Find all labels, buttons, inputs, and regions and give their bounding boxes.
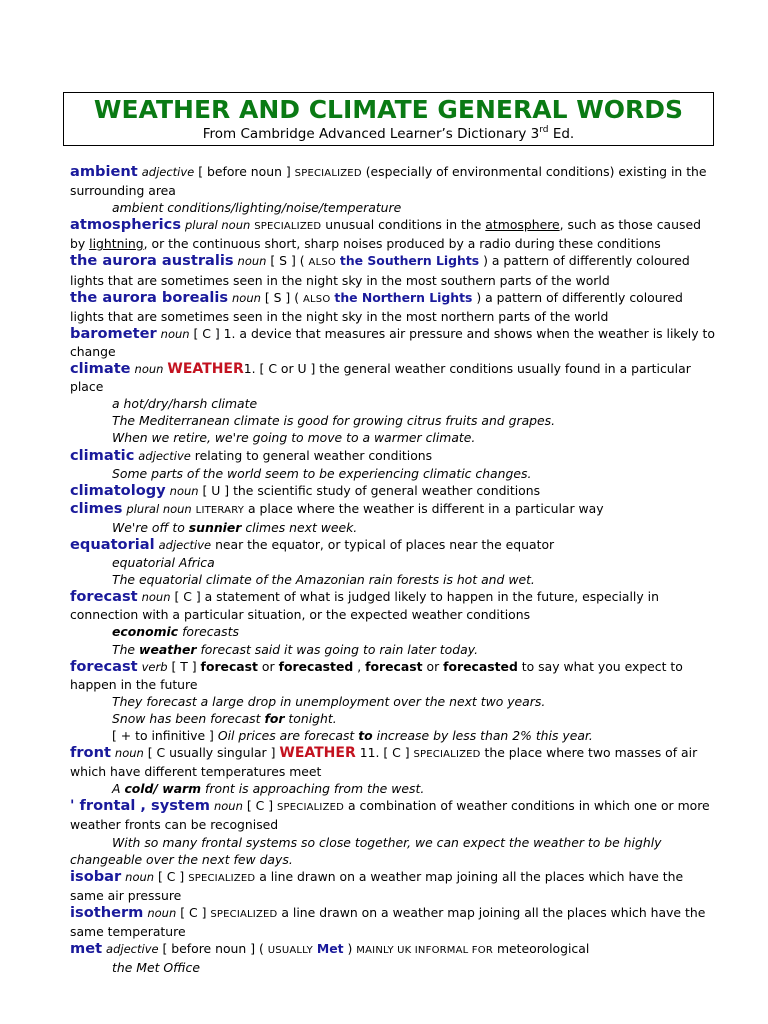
page-subtitle: [64, 126, 713, 143]
usage-label: SPECIALIZED: [254, 221, 322, 233]
definition: , or the continuous short, sharp noises produced by a radio during these conditions: [143, 236, 661, 252]
entry-front: [70, 744, 720, 780]
part-of-speech: noun: [169, 483, 199, 498]
inflection: forecast: [365, 658, 423, 674]
inflection: forecast: [200, 658, 258, 674]
example: The equatorial climate of the Amazonian rain forests is hot and wet.: [112, 572, 535, 588]
example: They forecast a large drop in unemployment over the next two years.: [112, 693, 546, 709]
headword: forecast: [70, 657, 138, 675]
definition: ) a pattern of differently coloured lights that are sometimes seen in the night sky in the most northern parts of the world: [70, 289, 683, 324]
headword: climatic: [70, 446, 135, 464]
grammar-code: [ S ] (: [264, 289, 300, 305]
usage-label: MAINLY UK INFORMAL FOR: [356, 945, 493, 957]
part-of-speech: adjective: [141, 165, 195, 179]
subtitle-text: From Cambridge Advanced Learner’s Dictionary 3: [202, 126, 540, 142]
definition: relating to general weather conditions: [194, 447, 433, 463]
grammar-code: [ C usually singular ]: [147, 745, 276, 761]
grammar-code: [ S ] (: [270, 253, 305, 269]
cross-reference[interactable]: the Northern Lights: [334, 289, 473, 305]
grammar-code: [ T ]: [171, 658, 197, 674]
headword: the aurora australis: [70, 252, 234, 270]
example: the Met Office: [112, 960, 200, 976]
example-highlight: cold/ warm: [124, 781, 202, 797]
example-text: The: [112, 641, 136, 657]
headword: climatology: [70, 481, 166, 499]
usage-label: SPECIALIZED: [294, 168, 362, 179]
word-link[interactable]: lightning: [89, 236, 144, 252]
definition: 1. [ C or U ] the general weather conditions usually found in a particular place: [70, 361, 691, 395]
inflection-or: or: [261, 658, 275, 674]
entry-climate: [70, 360, 720, 395]
example: a hot/dry/harsh climate: [112, 396, 258, 412]
entry-isobar: [70, 868, 720, 904]
example-highlight: weather: [139, 641, 197, 657]
part-of-speech: noun: [160, 326, 190, 341]
example: [70, 727, 720, 744]
part-of-speech: noun: [147, 905, 177, 920]
definition: [ C ] 1. a device that measures air pressure and shows when the weather is likely to change: [70, 325, 715, 359]
guide-word: WEATHER: [167, 361, 244, 378]
part-of-speech: noun: [125, 869, 155, 884]
example: Some parts of the world seem to be experiencing climatic changes.: [112, 465, 532, 481]
entry-frontal-system: [70, 797, 720, 833]
entry-climes: [70, 500, 720, 519]
part-of-speech: plural noun: [126, 501, 192, 516]
example-highlight: sunnier: [188, 519, 242, 535]
sense-number: 11. [ C ]: [359, 745, 410, 761]
headword: isobar: [70, 867, 122, 885]
entry-equatorial: [70, 536, 720, 554]
headword: atmospherics: [70, 216, 182, 234]
example-highlight: economic: [112, 624, 179, 640]
grammar-code: [ C ]: [180, 904, 207, 920]
part-of-speech: noun: [114, 746, 144, 761]
example-text: climes next week.: [245, 519, 358, 535]
headword: ambient: [70, 163, 138, 180]
definition: a line drawn on a weather map joining all the places which have the same air pressure: [70, 868, 684, 903]
entry-climatic: [70, 447, 720, 465]
title-box: [63, 92, 714, 146]
cross-reference[interactable]: Met: [316, 941, 344, 957]
example-text: tonight.: [288, 710, 337, 726]
headword: isotherm: [70, 903, 144, 921]
inflection-or: or: [426, 658, 440, 674]
headword: ' frontal , system: [70, 797, 211, 815]
usage-label: USUALLY: [267, 945, 313, 957]
example: [70, 641, 720, 658]
example-text: increase by less than 2% this year.: [376, 728, 593, 743]
part-of-speech: adjective: [106, 942, 159, 957]
entry-aurora-borealis: [70, 289, 720, 325]
example-highlight: for: [264, 710, 285, 726]
example-text: Snow has been forecast: [112, 710, 261, 726]
definition: ) a pattern of differently coloured lights that are sometimes seen in the night sky in the most southern parts of the world: [70, 253, 690, 288]
usage-label: SPECIALIZED: [413, 749, 481, 761]
example-text: forecast said it was going to rain later today.: [200, 641, 479, 657]
example-text: forecasts: [182, 624, 239, 640]
definition: [ U ] the scientific study of general weather conditions: [202, 482, 541, 498]
part-of-speech: verb: [141, 659, 168, 674]
entry-forecast-verb: [70, 658, 720, 693]
entry-barometer: [70, 325, 720, 360]
example-text: front is approaching from the west.: [205, 781, 425, 797]
headword: met: [70, 940, 103, 958]
headword: barometer: [70, 324, 157, 342]
example: equatorial Africa: [112, 555, 215, 571]
part-of-speech: plural noun: [184, 218, 251, 233]
definition: the place where two masses of air which have different temperatures meet: [70, 745, 698, 780]
entry-atmospherics: [70, 216, 720, 252]
subtitle-superscript: rd: [539, 125, 549, 135]
inflection: forecasted: [443, 658, 518, 674]
entry-ambient: [70, 163, 720, 199]
definition: to say what you expect to happen in the future: [70, 658, 683, 692]
inflection-separator: ,: [357, 658, 362, 674]
cross-reference[interactable]: the Southern Lights: [339, 253, 480, 269]
definition: (especially of environmental conditions) existing in the surrounding area: [70, 164, 707, 199]
definition: meteorological: [496, 941, 590, 957]
definition: a line drawn on a weather map joining all the places which have the same temperature: [70, 904, 706, 940]
part-of-speech: noun: [134, 362, 164, 377]
entry-aurora-australis: [70, 252, 720, 288]
part-of-speech: adjective: [138, 448, 191, 463]
entry-isotherm: [70, 904, 720, 940]
example: [70, 710, 720, 727]
usage-label: SPECIALIZED: [276, 802, 345, 814]
part-of-speech: noun: [232, 290, 261, 305]
example: [70, 519, 720, 536]
part-of-speech: adjective: [158, 537, 212, 552]
entry-forecast-noun: [70, 588, 720, 623]
usage-label: LITERARY: [195, 504, 245, 516]
entry-climatology: [70, 482, 720, 500]
definition: [ C ] a statement of what is judged likely to happen in the future, especially in connection with a particular situation, or the expected weather conditions: [70, 589, 659, 623]
headword: forecast: [70, 588, 138, 606]
headword: climes: [70, 499, 123, 517]
headword: the aurora borealis: [70, 288, 229, 306]
grammar-code: [ C ]: [158, 868, 185, 884]
guide-word: WEATHER: [279, 745, 356, 762]
usage-label: ALSO: [308, 257, 336, 269]
example: When we retire, we're going to move to a warmer climate.: [112, 430, 476, 446]
part-of-speech: noun: [213, 799, 243, 814]
example-text: We're off to: [112, 519, 185, 535]
example: [70, 623, 720, 640]
example: [70, 780, 720, 797]
definition: a place where the weather is different in a particular way: [247, 500, 604, 516]
grammar-code: [ before noun ]: [198, 164, 291, 179]
grammar-code: [ before noun ] (: [162, 941, 264, 957]
entry-list: [70, 163, 720, 976]
grammar-code: [ + to infinitive ]: [112, 728, 214, 743]
entry-met: [70, 940, 720, 959]
page-title: WEATHER AND CLIMATE GENERAL WORDS: [93, 95, 684, 124]
example: The Mediterranean climate is good for growing citrus fruits and grapes.: [112, 413, 556, 429]
part-of-speech: noun: [141, 590, 171, 605]
subtitle-edition: Ed.: [548, 126, 575, 142]
part-of-speech: noun: [237, 254, 267, 269]
definition: a combination of weather conditions in which one or more weather fronts can be recognised: [70, 798, 710, 833]
word-link[interactable]: atmosphere: [485, 217, 560, 233]
headword: equatorial: [70, 535, 155, 553]
example-text: Oil prices are forecast: [217, 728, 355, 743]
definition: , such as those caused by: [70, 217, 701, 252]
headword: front: [70, 744, 111, 762]
example: ambient conditions/lighting/noise/temperature: [112, 200, 402, 216]
usage-label: ALSO: [303, 293, 331, 305]
usage-label: SPECIALIZED: [210, 908, 278, 920]
definition: near the equator, or typical of places near the equator: [215, 536, 555, 552]
example-text: A: [112, 781, 121, 797]
example-highlight: to: [358, 728, 373, 743]
usage-label: SPECIALIZED: [188, 872, 256, 884]
definition: unusual conditions in the: [325, 217, 482, 233]
inflection: forecasted: [278, 658, 354, 674]
grammar-code: ): [347, 941, 353, 957]
example: With so many frontal systems so close together, we can expect the weather to be highly changeable over the next few days.: [70, 834, 662, 867]
grammar-code: [ C ]: [246, 798, 274, 814]
headword: climate: [70, 360, 131, 378]
